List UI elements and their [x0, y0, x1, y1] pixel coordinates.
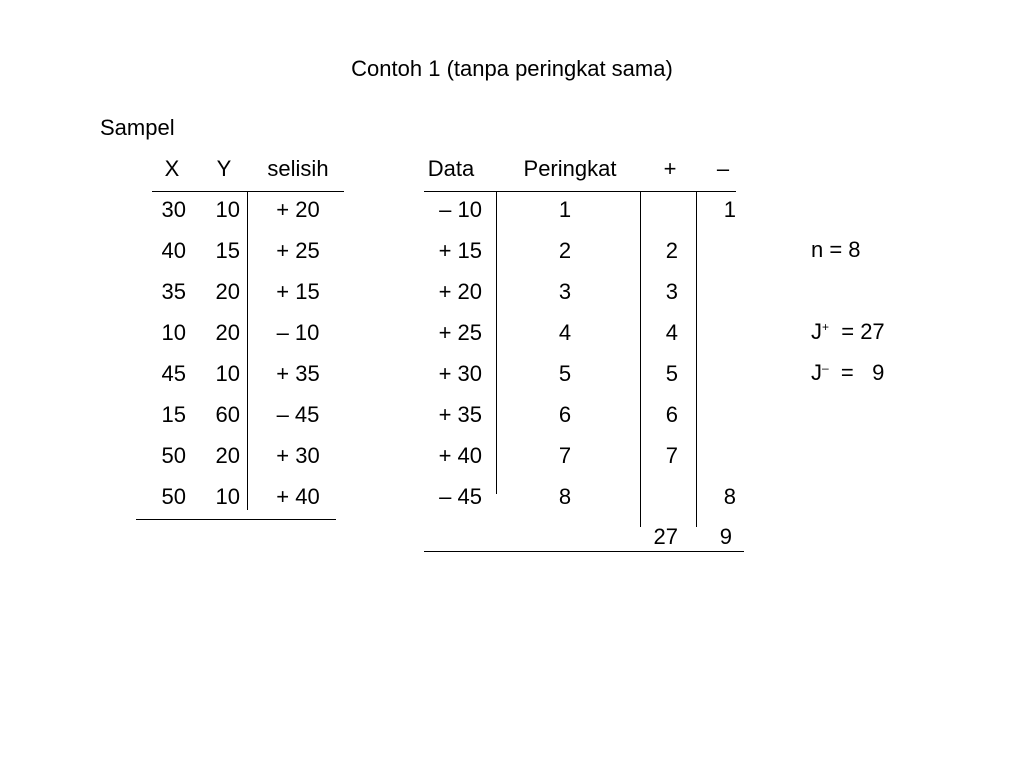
rank-header-rule [424, 191, 736, 192]
rank-rank-cell: 6 [558, 402, 572, 427]
rank-rank-cell: 3 [558, 279, 572, 304]
total-minus: 9 [719, 524, 732, 549]
rank-data-cell: + 25 [438, 320, 482, 345]
sample-label: Sampel [100, 115, 175, 140]
rank-rank-cell: 2 [558, 238, 572, 263]
rank-data-cell: + 30 [438, 361, 482, 386]
sample-header-rule [152, 191, 344, 192]
header-peringkat: Peringkat [523, 156, 617, 181]
sample-y-cell: 10 [215, 361, 240, 386]
rank-data-cell: + 35 [438, 402, 482, 427]
rank-rank-cell: 5 [558, 361, 572, 386]
rank-minus-cell: 8 [723, 484, 736, 509]
rank-data-cell: + 15 [438, 238, 482, 263]
rank-plus-cell: 6 [665, 402, 678, 427]
sample-x-cell: 50 [161, 443, 186, 468]
rank-plus-cell: 2 [665, 238, 678, 263]
sample-diff-cell: + 40 [276, 484, 320, 509]
sample-y-cell: 10 [215, 484, 240, 509]
header-plus: + [663, 156, 677, 181]
sample-y-cell: 20 [215, 443, 240, 468]
j-plus-value [811, 321, 885, 343]
sample-column-divider [247, 192, 248, 510]
n-value: n = 8 [811, 237, 861, 262]
sample-y-cell: 60 [215, 402, 240, 427]
rank-data-cell: + 40 [438, 443, 482, 468]
sample-y-cell: 15 [215, 238, 240, 263]
sample-y-cell: 20 [215, 320, 240, 345]
total-plus: 27 [653, 524, 678, 549]
rank-data-cell: – 10 [439, 197, 482, 222]
rank-rank-cell: 1 [558, 197, 572, 222]
sample-diff-cell: + 35 [276, 361, 320, 386]
sample-x-cell: 45 [161, 361, 186, 386]
rank-plus-cell: 7 [665, 443, 678, 468]
j-minus-sup: – [822, 361, 829, 375]
sample-diff-cell: + 30 [276, 443, 320, 468]
header-minus: – [716, 156, 730, 181]
sample-diff-cell: + 25 [276, 238, 320, 263]
rank-rank-cell: 4 [558, 320, 572, 345]
sample-x-cell: 15 [161, 402, 186, 427]
sample-x-cell: 50 [161, 484, 186, 509]
sample-diff-cell: – 45 [276, 402, 320, 427]
j-plus-base: J [811, 319, 822, 344]
rank-minus-cell: 1 [723, 197, 736, 222]
header-selisih: selisih [267, 156, 329, 181]
sample-y-cell: 20 [215, 279, 240, 304]
j-minus-value [811, 362, 884, 384]
sample-x-cell: 30 [161, 197, 186, 222]
rank-rank-cell: 7 [558, 443, 572, 468]
rank-rank-cell: 8 [558, 484, 572, 509]
sample-bottom-rule [136, 519, 336, 520]
sample-diff-cell: + 15 [276, 279, 320, 304]
header-data: Data [427, 156, 475, 181]
rank-plus-cell: 5 [665, 361, 678, 386]
rank-plus-cell: 3 [665, 279, 678, 304]
rank-minus-divider [696, 192, 697, 527]
sample-diff-cell: + 20 [276, 197, 320, 222]
header-x: X [164, 156, 180, 181]
sample-x-cell: 40 [161, 238, 186, 263]
rank-data-divider [496, 192, 497, 494]
header-y: Y [216, 156, 232, 181]
sample-x-cell: 35 [161, 279, 186, 304]
sample-diff-cell: – 10 [276, 320, 320, 345]
j-minus-rest: = 9 [828, 360, 885, 385]
sample-x-cell: 10 [161, 320, 186, 345]
sample-y-cell: 10 [215, 197, 240, 222]
rank-data-cell: + 20 [438, 279, 482, 304]
rank-bottom-rule [424, 551, 744, 552]
page-title: Contoh 1 (tanpa peringkat sama) [351, 56, 673, 81]
rank-plus-cell: 4 [665, 320, 678, 345]
rank-data-cell: – 45 [439, 484, 482, 509]
j-plus-sup: + [822, 320, 830, 334]
j-plus-rest: = 27 [829, 319, 885, 344]
j-minus-base: J [811, 360, 822, 385]
